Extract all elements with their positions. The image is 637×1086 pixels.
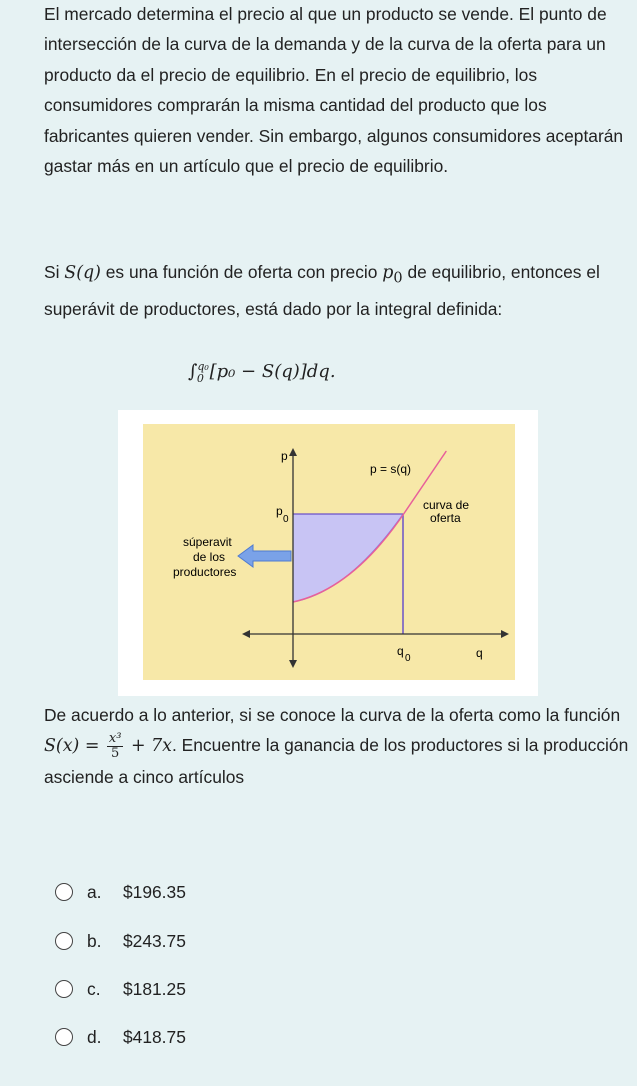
curve-label-line2: oferta bbox=[430, 511, 461, 525]
q0-label: q bbox=[397, 644, 404, 658]
supply-curve-diagram bbox=[143, 424, 515, 680]
supply-equation-label: p = s(q) bbox=[370, 462, 412, 476]
surplus-label-line2: de los bbox=[193, 550, 226, 564]
option-letter: d. bbox=[87, 1026, 102, 1047]
fraction: $\frac{\text{x³}}{5}$ bbox=[108, 731, 122, 762]
equilibrium-price-symbol: $p_0$ bbox=[382, 263, 403, 287]
price-axis-arrow-down bbox=[289, 660, 297, 668]
p-axis-label: p bbox=[281, 449, 288, 463]
surplus-integral-formula bbox=[188, 360, 336, 385]
integral-body: [p₀ − S(q)]dq. bbox=[209, 361, 336, 382]
radio-button-d[interactable] bbox=[55, 1028, 73, 1046]
radio-button-b[interactable] bbox=[55, 932, 73, 950]
quantity-axis-arrow-right bbox=[501, 630, 509, 638]
p0-label: p bbox=[276, 504, 283, 518]
option-a[interactable] bbox=[55, 876, 186, 908]
surplus-arrow bbox=[238, 545, 291, 567]
option-letter: a. bbox=[87, 881, 102, 902]
surplus-label-line1: súperavit bbox=[183, 535, 232, 549]
p0-subscript: 0 bbox=[283, 514, 289, 525]
figure-canvas bbox=[143, 424, 515, 680]
surplus-region bbox=[293, 514, 403, 602]
radio-button-c[interactable] bbox=[55, 980, 73, 998]
option-text: $418.75 bbox=[123, 1026, 186, 1047]
surplus-label-line3: productores bbox=[173, 565, 237, 579]
option-b[interactable] bbox=[55, 925, 186, 957]
radio-button-a[interactable] bbox=[55, 883, 73, 901]
paragraph-problem: De acuerdo a lo anterior, si se conoce la curva de la oferta como la función S(x) = $\frac{\text{x³}}{5}$ + 7x. Encuentre la ganancia de los productores si la producción asciende a cinco artículos bbox=[44, 705, 629, 787]
option-text: $243.75 bbox=[123, 930, 186, 951]
option-d[interactable] bbox=[55, 1021, 186, 1053]
curve-label-line1: curva de bbox=[423, 498, 470, 512]
quantity-axis-arrow-left bbox=[242, 630, 250, 638]
price-axis-arrow-up bbox=[289, 448, 297, 456]
option-letter: c. bbox=[87, 978, 101, 999]
integral-sign: ∫ bbox=[188, 361, 198, 382]
paragraph-intro: El mercado determina el precio al que un producto se vende. El punto de intersección de la curva de la demanda y de la curva de la oferta para un producto da el precio de equilibrio. En el precio de equilibrio, los consumidores comprarán la misma cantidad del producto que los fabricantes quieren vender. Sin embargo, algunos consumidores aceptarán gastar más en un artículo que el precio de equilibrio. bbox=[44, 4, 624, 177]
option-letter: b. bbox=[87, 930, 102, 951]
option-text: $181.25 bbox=[123, 978, 186, 999]
integral-lower-limit: 0 bbox=[196, 371, 204, 385]
option-text: $196.35 bbox=[123, 881, 186, 902]
paragraph-definition: Si S(q) es una función de oferta con precio $p_0$ de equilibrio, entonces el superávit de productores, está dado por la integral definida: bbox=[44, 262, 600, 319]
supply-function-symbol: S(q) bbox=[64, 263, 101, 283]
option-c[interactable] bbox=[55, 973, 186, 1005]
q-axis-label: q bbox=[476, 646, 483, 660]
integral-upper-limit: q₀ bbox=[197, 360, 209, 373]
supply-function-formula: S(x) = $\frac{\text{x³}}{5}$ + 7x bbox=[44, 731, 172, 762]
producer-surplus-figure bbox=[118, 410, 538, 696]
q0-subscript: 0 bbox=[405, 653, 411, 664]
